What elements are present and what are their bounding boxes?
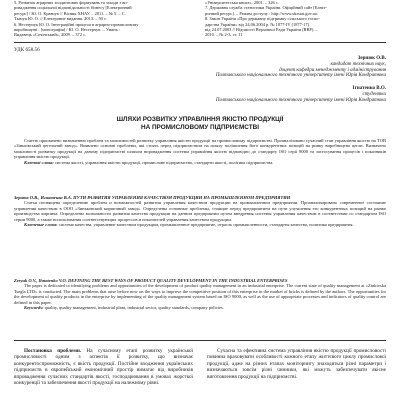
keywords-text: система якості, управління якістю продукції, промислове підприємство, стандарти якості, політика підприємства. <box>55 159 274 165</box>
author-name: Ігнатенко В.О. <box>352 86 386 91</box>
author-affiliation: Полтавського національного технічного університету імені Юрія Кондратюка <box>215 73 386 79</box>
reference-list <box>14 0 386 38</box>
reference-line: виробництві : [монографія] / Ю. О. Нестерчук. – Умань : <box>14 27 120 33</box>
keywords-label: Keywords: <box>24 305 44 311</box>
author-block <box>216 86 386 103</box>
reference-column-left <box>14 0 195 38</box>
keywords-text: система качества, управление качеством продукции, промышленное предприятие, отрасль промышленности, стандарты качества, политика предприятия. <box>58 222 354 228</box>
section-divider <box>14 340 386 341</box>
body-paragraph: Сучасна та ефективна система управління якістю продукції промисловості повинна враховувати особливості кожного етапу життєвого циклу промислової продукції, адже на різних етапах моніторингу знаходяться різні параметри і визначаються зовсім різні чинники, які можуть забезпечувати якісне виготовлення продукції на підприємстві. <box>207 348 386 380</box>
reference-line: дарства України» від 24.06.2004 р. № 1877-IV (1877-17) <box>205 21 310 27</box>
author-affiliation: Полтавського національного технічного університету імені Юрія Кондратюка <box>215 97 386 103</box>
abstract-ukrainian <box>14 138 386 165</box>
body-paragraph <box>14 348 193 386</box>
abstract-text: Статья посвящена определению проблем и возможностей развития управления качеством продукции на промышленном предприятии. Проанализировано современное состояние управления качеством в ООО «Зиньковский кирпичный завод». Определены основные проблемы, стоящие перед предприятием на пути улучшения его конкурентных позиций на рынке производства кирпича. Определены возможности развития качества продукции на данном предприятии путем внедрения системы управления качеством в соответствии со стандартом ISO серии 9000, а также использования соответствующих процессов и показателей управления качеством продукции. <box>14 200 386 222</box>
keywords-label: Ключові слова: <box>24 159 54 165</box>
author-name: Зернюк О.В. <box>357 56 386 61</box>
abstract-text: Статтю присвячено визначенню проблем та можливостей розвитку управління якістю продукції на промисловому підприємстві. Проаналізовано сучасний стан управління якістю на ТОВ «Зіньківський цегельний завод». Виявлено основні проблеми, які стоять перед підприємством на шляху поліпшення його конкурентних позицій на ринку виробництва цегли. Визначено можливості розвитку продукції на даному підприємстві шляхом впровадження системи управління якістю відповідно до стандарту ISO серії 9000 та застосування процесів і показників управління якістю продукції. <box>14 138 386 160</box>
reference-line: ронний ресурс]. – Режим доступу : http://www.ukrstat.gov.ua. <box>205 10 318 16</box>
article-title <box>14 116 386 132</box>
abstract-russian <box>14 195 386 227</box>
abstract-text: The paper is dedicated to identifying problems and opportunities of the development of product quality management in an industrial enterprise. The current state of quality management at «Zinkivska Tsegla LTD» is conducted. The main problems that arise before now on the ways to improve the competitive position of this enterprise in the market of bricks is defined by the authors. The opportunities for the development of quality products in the enterprise by implementing of the quality management system based on ISO 9000, as well as the use of appropriate processes and indicators of quality control are defined in this paper. <box>14 283 386 305</box>
keywords <box>14 305 386 310</box>
author-affiliation: студентка <box>362 91 386 97</box>
body-column-left <box>14 348 193 386</box>
reference-line: від 24.07.2003 // Відомості Верховної Ради України (ВВР). – <box>205 27 318 33</box>
reference-column-right <box>205 0 386 38</box>
keywords-text: quality, quality management, industrial plant, industrial sector, quality standards, company policies. <box>44 305 224 311</box>
keywords <box>14 222 386 227</box>
reference-line: 5. Розвиток аграрних холдингових формувань та заходи з вп- <box>14 0 129 5</box>
abstract-heading: Zeryuk O.V., Ihnatenko V.O. DEFINING THE BEST WAYS OF PRODUCT QUALITY DEVELOPMENT IN THE INDUSTRIAL ENTERPRISES <box>14 278 288 283</box>
keywords-label: Ключевые слова: <box>24 222 58 228</box>
author-affiliation: кандидат технічних наук, <box>330 61 386 67</box>
author-affiliation: доцент кафедри менеджменту і адміністрування <box>279 67 386 73</box>
reference-line: 2010. – № 2-3, ст. 11 <box>205 32 243 38</box>
section-divider <box>14 42 386 43</box>
reference-line: «Університетська книга», 2001. – 326 с. <box>205 0 279 5</box>
keywords <box>14 160 386 165</box>
reference-line: 8. Закон України «Про державну підтримку сільського госпо- <box>205 16 320 22</box>
reference-line: ресурс] / Ю. О. Кравчук // Вісник ХНАУ. – 2011. – № 5. – С. <box>14 10 126 16</box>
reference-line: Ткачук Ю. О. // Електронне видання. 2013. – 50 с. <box>14 16 107 22</box>
body-text: На сучасному етапі розвитку української промисловості одним з аспектів її розвитку, що визначає конкурентоспроможність, є якість продукції. Постійне входження українських підприємств в європейський економічний простір вимагає від виробників впровадження сучасних стандартів якості, господарювання в умовах жорсткої конкуренції та забезпечення якості продукції на належному рівні. <box>14 348 194 387</box>
section-label: Постановка проблеми. <box>24 348 82 354</box>
author-block <box>216 56 386 79</box>
abstract-english <box>14 278 386 310</box>
abstract-heading: Зернюк О.В., Игнатенко В.А. ПУТИ РАЗВИТИЯ УПРАВЛЕНИЯ КАЧЕСТВОМ ПРОДУКЦИИ НА ПРОМЫШЛЕННОМ ПРЕДПРИЯТИИ <box>14 195 291 200</box>
reference-line: 7. Державна служба статистики України. Офіційний сайт [Елект- <box>205 5 327 11</box>
article-body <box>14 348 386 386</box>
reference-line: 6. Нестерчук Ю. О. Інтеграційні процеси в аграрно-промисловому <box>14 21 139 27</box>
title-line: НА ПРОМИСЛОВОМУ ПІДПРИЄМСТВІ <box>140 124 260 131</box>
reference-line: Видавець «Сочінський», 2009. – 372 с. <box>14 32 87 38</box>
udk-code: УДК 658.56 <box>14 47 40 53</box>
title-line: ШЛЯХИ РОЗВИТКУ УПРАВЛІННЯ ЯКІСТЮ ПРОДУКЦІЇ <box>116 116 284 123</box>
reference-line: ровадження соціальної відповідальності бізнесу [Електронний <box>14 5 132 11</box>
body-column-right <box>207 348 386 386</box>
